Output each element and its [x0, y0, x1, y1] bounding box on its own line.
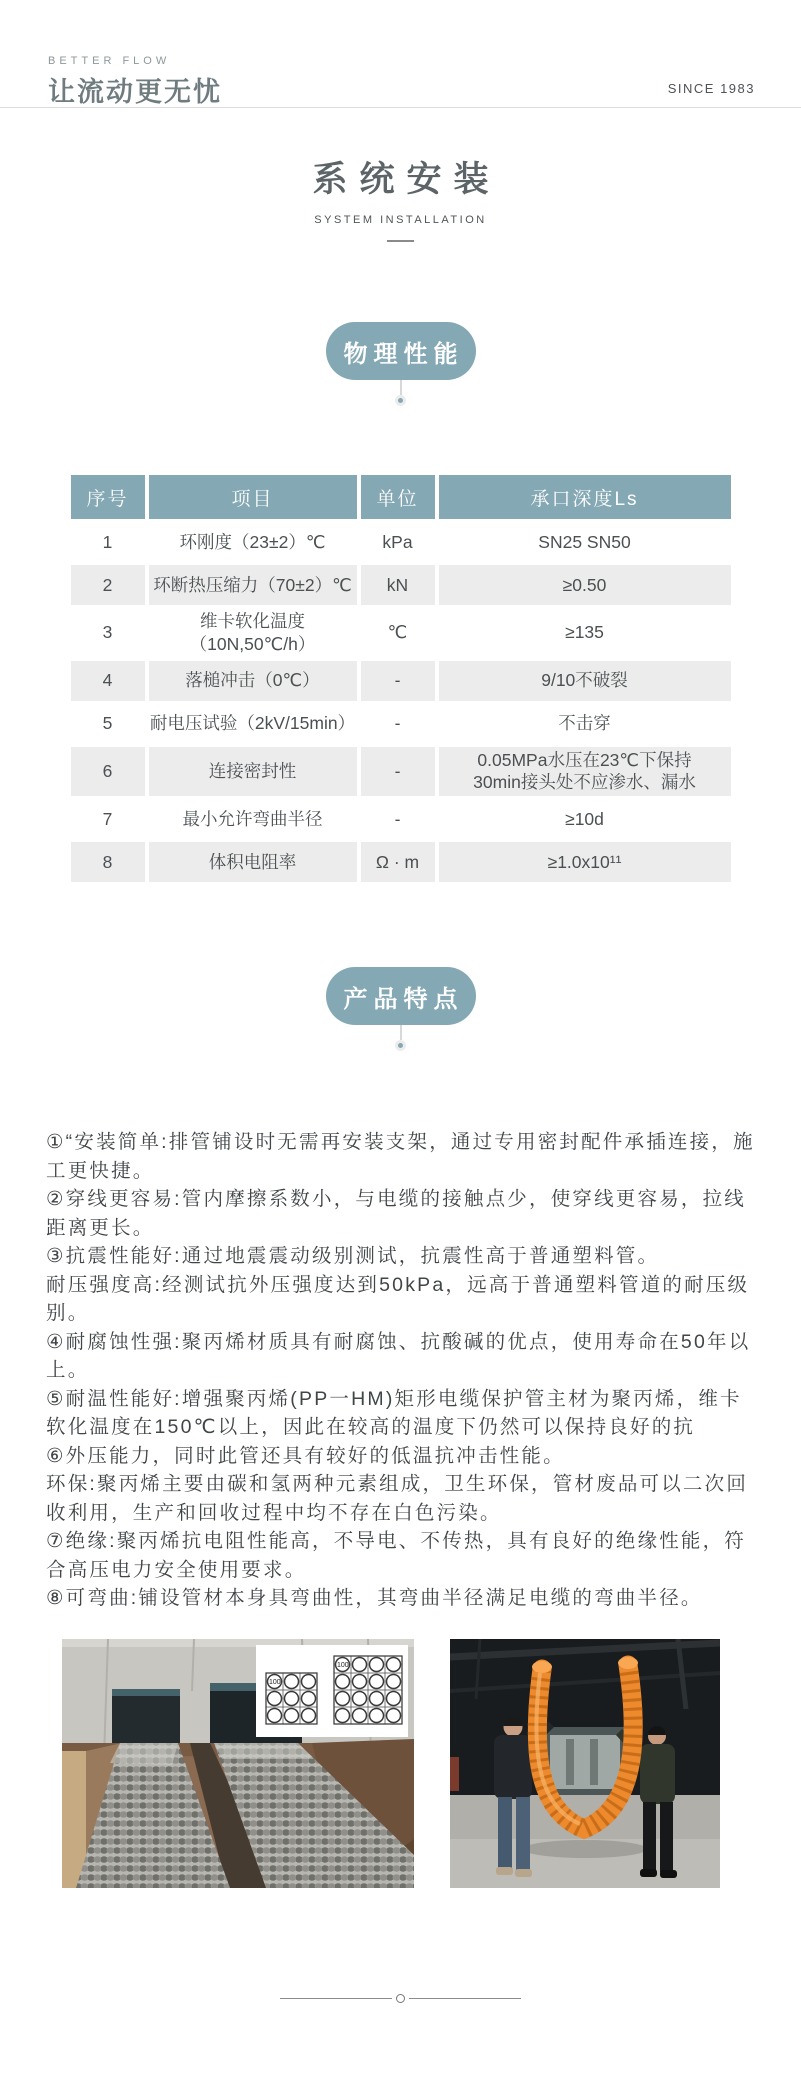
badge-dot-icon	[395, 395, 406, 406]
cell-value: ≥1.0x10¹¹	[439, 842, 731, 882]
cell-no: 2	[71, 565, 145, 605]
cell-item: 环断热压缩力（70±2）℃	[149, 565, 357, 605]
cell-unit: kN	[361, 565, 435, 605]
cell-no: 3	[102, 622, 113, 643]
cell-value: ≥135	[565, 622, 604, 643]
cell-no: 8	[71, 842, 145, 882]
pipe-cross-section-inset	[256, 1645, 408, 1737]
table-row	[71, 565, 731, 605]
cell-no: 7	[102, 808, 113, 829]
cell-value: 0.05MPa水压在23℃下保持 30min接头处不应渗水、漏水	[439, 747, 731, 797]
feature-item: ②穿线更容易:管内摩擦系数小，与电缆的接触点少，使穿线更容易，拉线距离更长。	[46, 1188, 746, 1239]
physical-properties-badge: 物理性能	[326, 322, 476, 380]
footer-circle-icon	[396, 1994, 405, 2003]
badge-stem	[400, 380, 402, 395]
table-header-row	[71, 475, 731, 519]
cell-item: 最小允许弯曲半径	[182, 808, 323, 829]
section-header-features	[0, 967, 801, 1051]
table-row	[71, 608, 731, 658]
cell-value: 不击穿	[558, 713, 611, 734]
feature-item: ⑥外压能力，同时此管还具有较好的低温抗冲击性能。	[46, 1444, 565, 1467]
col-header-value: 承口深度Ls	[439, 475, 731, 519]
cell-unit: kPa	[382, 531, 413, 552]
cell-item: 连接密封性	[149, 747, 357, 797]
page-header	[0, 0, 801, 108]
cell-no: 6	[71, 747, 145, 797]
section-header-physical	[0, 322, 801, 406]
footer-divider	[0, 1994, 801, 2003]
footer-line-right	[409, 1998, 521, 1999]
feature-item: ⑧可弯曲:铺设管材本身具弯曲性，其弯曲半径满足电缆的弯曲半径。	[46, 1587, 703, 1609]
warehouse-interior	[450, 1639, 720, 1888]
cell-value: ≥0.50	[439, 565, 731, 605]
cell-unit: ℃	[387, 622, 408, 643]
table-row	[71, 704, 731, 744]
cell-unit: -	[361, 661, 435, 701]
brand-logo-text: 让流动更无忧	[48, 77, 222, 107]
brand-tagline: BETTER FLOW	[48, 55, 171, 67]
feature-item: ④耐腐蚀性强:聚丙烯材质具有耐腐蚀、抗酸碱的优点，使用寿命在50年以上。	[46, 1330, 751, 1381]
title-underline	[387, 240, 414, 242]
feature-item: 环保:聚丙烯主要由碳和氢两种元素组成，卫生环保，管材废品可以二次回收利用，生产和回收过程中均不存在白色污染。	[46, 1473, 749, 1524]
spec-table	[67, 472, 735, 885]
col-header-unit: 单位	[361, 475, 435, 519]
feature-item: ⑤耐温性能好:增强聚丙烯(PP一HM)矩形电缆保护管主材为聚丙烯，维卡软化温度在150℃以上，因此在较高的温度下仍然可以保持良好的抗	[46, 1387, 742, 1438]
table-row	[71, 747, 731, 797]
table-row	[71, 842, 731, 882]
col-header-no: 序号	[71, 475, 145, 519]
cell-item: 环刚度（23±2）℃	[179, 531, 326, 552]
feature-item: ①“安装简单:排管铺设时无需再安装支架，通过专用密封配件承插连接，施工更快捷。	[46, 1131, 755, 1182]
title-section	[0, 108, 801, 242]
photo-trench-pipes	[62, 1639, 414, 1888]
cell-item: 体积电阻率	[149, 842, 357, 882]
col-header-item: 项目	[149, 475, 357, 519]
page-subtitle: SYSTEM INSTALLATION	[314, 214, 487, 226]
brand-logo	[48, 55, 222, 109]
cell-item: 耐电压试验（2kV/15min）	[149, 713, 356, 734]
photo-bent-pipe	[450, 1639, 720, 1888]
feature-item: ③抗震性能好:通过地震震动级别测试，抗震性高于普通塑料管。	[46, 1245, 660, 1267]
cell-unit: -	[361, 747, 435, 797]
badge-stem	[400, 1025, 402, 1040]
product-features-badge: 产品特点	[326, 967, 476, 1025]
page-title: 系统安装	[312, 160, 501, 199]
table-row	[71, 522, 731, 562]
footer-line-left	[280, 1998, 392, 1999]
cell-unit: Ω · m	[361, 842, 435, 882]
inset-label: 100	[269, 1678, 281, 1686]
cell-no: 4	[71, 661, 145, 701]
inset-label: 100	[337, 1661, 349, 1669]
cell-value: ≥10d	[565, 808, 604, 829]
photo-row	[0, 1639, 801, 1888]
cell-unit: -	[394, 808, 401, 829]
feature-item: ⑦绝缘:聚丙烯抗电阻性能高，不导电、不传热，具有良好的绝缘性能，符合高压电力安全使用要求。	[46, 1530, 746, 1581]
feature-item: 耐压强度高:经测试抗外压强度达到50kPa，远高于普通塑料管道的耐压级别。	[46, 1273, 750, 1324]
badge-dot-icon	[395, 1040, 406, 1051]
cell-no: 1	[102, 531, 113, 552]
cell-value: SN25 SN50	[538, 531, 631, 552]
cell-no: 5	[102, 713, 113, 734]
cell-item: 落槌冲击（0℃）	[149, 661, 357, 701]
feature-list	[46, 1128, 759, 1613]
since-label: SINCE 1983	[667, 81, 755, 96]
table-row	[71, 799, 731, 839]
cell-value: 9/10不破裂	[439, 661, 731, 701]
table-row	[71, 661, 731, 701]
cell-item: 维卡软化温度（10N,50℃/h）	[189, 611, 316, 654]
cell-unit: -	[394, 713, 401, 734]
